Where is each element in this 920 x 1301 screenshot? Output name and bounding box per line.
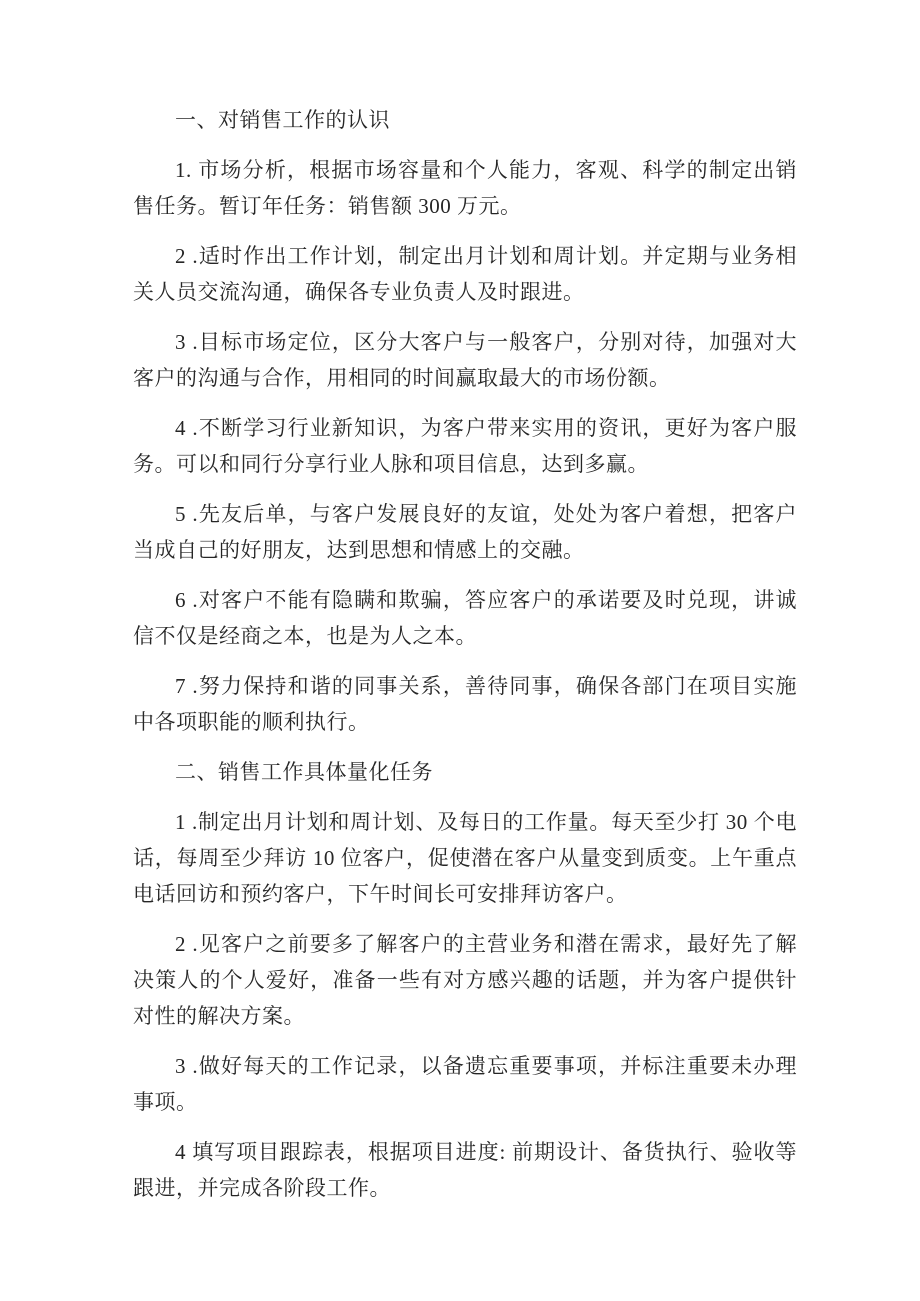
section-2-paragraph-4: 4 填写项目跟踪表，根据项目进度: 前期设计、备货执行、验收等跟进，并完成各阶段工作。 <box>133 1140 797 1200</box>
section-2-paragraph-3: 3 .做好每天的工作记录，以备遗忘重要事项，并标注重要未办理事项。 <box>133 1054 797 1114</box>
section-2-paragraph-1: 1 .制定出月计划和周计划、及每日的工作量。每天至少打 30 个电话，每周至少拜访 10 位客户，促使潜在客户从量变到质变。上午重点电话回访和预约客户，下午时间长可安排拜访客户。 <box>133 810 797 906</box>
section-1-paragraph-5: 5 .先友后单，与客户发展良好的友谊，处处为客户着想，把客户当成自己的好朋友，达到思想和情感上的交融。 <box>133 502 797 562</box>
section-1-paragraph-2: 2 .适时作出工作计划，制定出月计划和周计划。并定期与业务相关人员交流沟通，确保各专业负责人及时跟进。 <box>133 244 797 304</box>
section-1-heading: 一、对销售工作的认识 <box>175 108 390 132</box>
section-1-paragraph-1: 1. 市场分析，根据市场容量和个人能力，客观、科学的制定出销售任务。暂订年任务：销售额 300 万元。 <box>133 158 797 218</box>
section-1-paragraph-4: 4 .不断学习行业新知识，为客户带来实用的资讯，更好为客户服务。可以和同行分享行业人脉和项目信息，达到多赢。 <box>133 416 797 476</box>
section-2-heading: 二、销售工作具体量化任务 <box>175 760 433 784</box>
section-1-paragraph-6: 6 .对客户不能有隐瞒和欺骗，答应客户的承诺要及时兑现，讲诚信不仅是经商之本，也是为人之本。 <box>133 588 797 648</box>
section-2-paragraph-2: 2 .见客户之前要多了解客户的主营业务和潜在需求，最好先了解决策人的个人爱好，准备一些有对方感兴趣的话题，并为客户提供针对性的解决方案。 <box>133 932 797 1028</box>
section-1-paragraph-7: 7 .努力保持和谐的同事关系，善待同事，确保各部门在项目实施中各项职能的顺利执行。 <box>133 674 797 734</box>
section-1-paragraph-3: 3 .目标市场定位，区分大客户与一般客户，分别对待，加强对大客户的沟通与合作，用相同的时间赢取最大的市场份额。 <box>133 330 797 390</box>
